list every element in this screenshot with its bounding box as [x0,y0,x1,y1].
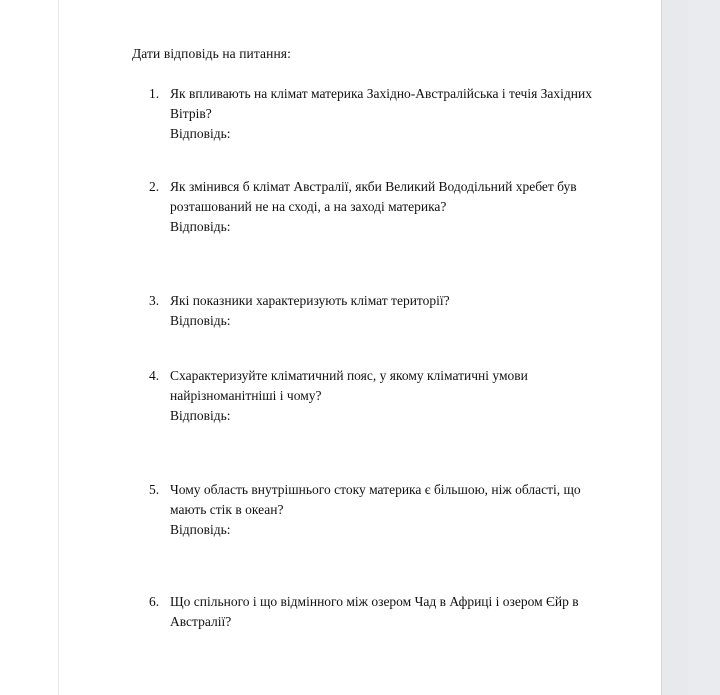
question-4 [149,366,609,426]
answer-label: Відповідь: [170,126,231,141]
question-text: Чому область внутрішнього стоку материка є більшою, ніж області, що мають стік в океан? [170,482,581,517]
question-2 [149,177,609,237]
question-text: Які показники характеризують клімат території? [170,293,450,308]
question-number: 5. [149,482,160,497]
question-number: 3. [149,293,160,308]
answer-label: Відповідь: [170,219,231,234]
question-text: Як змінився б клімат Австралії, якби Великий Вододільний хребет був розташований не на сході, а на заході материка? [170,179,577,214]
question-text: Що спільного і що відмінного між озером Чад в Африці і озером Єйр в Австралії? [170,594,579,629]
question-1 [149,84,609,144]
question-text: Як впливають на клімат материка Західно-Австралійська і течія Західних Вітрів? [170,86,592,121]
answer-label: Відповідь: [170,313,231,328]
question-3 [149,291,609,331]
answer-label: Відповідь: [170,522,231,537]
left-margin [0,0,58,695]
document-page [58,0,662,695]
answer-label: Відповідь: [170,408,231,423]
question-number: 4. [149,368,160,383]
question-5 [149,480,609,540]
question-text: Схарактеризуйте кліматичний пояс, у якому кліматичні умови найрізноманітніші і чому? [170,368,528,403]
right-scroll-area [688,0,720,695]
page-title: Дати відповідь на питання: [132,46,291,61]
question-number: 1. [149,86,160,101]
question-number: 2. [149,179,160,194]
question-6 [149,592,609,632]
question-number: 6. [149,594,160,609]
